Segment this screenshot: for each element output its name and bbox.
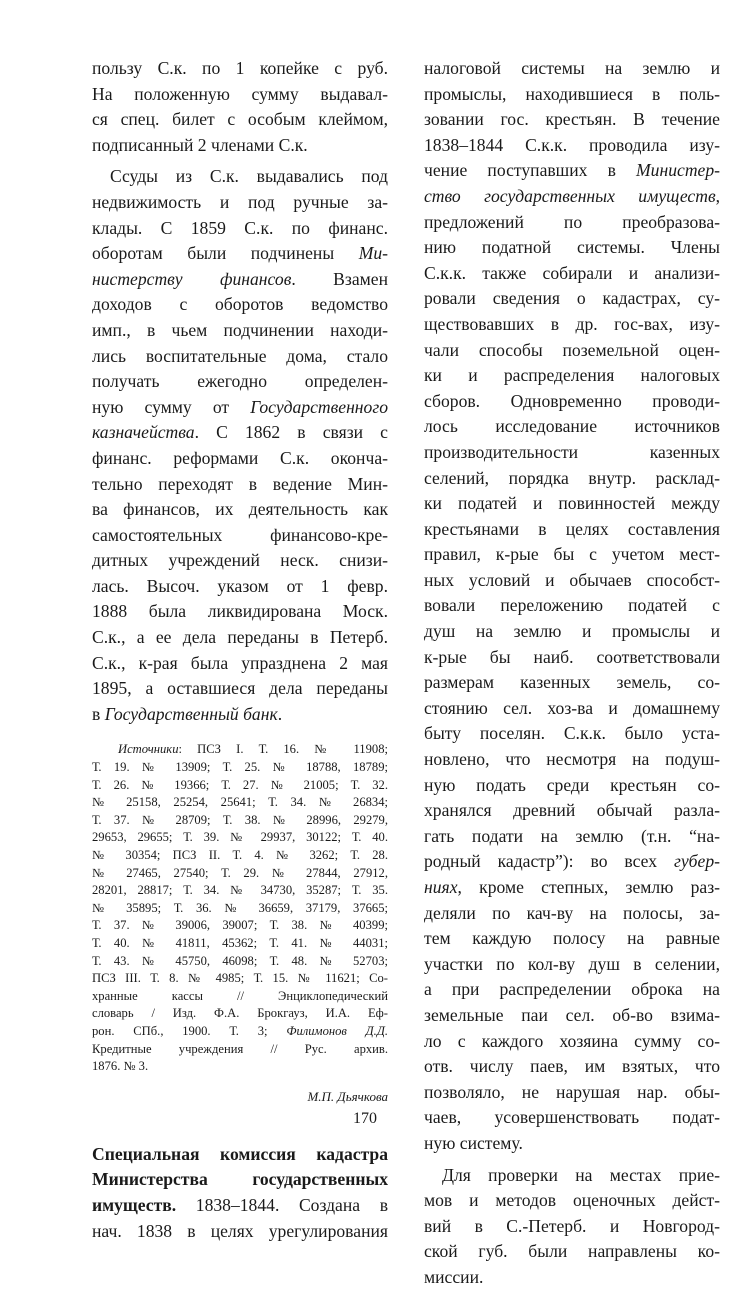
text-line: финанс. реформами С.к. оконча- xyxy=(92,447,388,468)
text-line: а при распределении оброка на xyxy=(424,979,720,1000)
text-line: ровали сведения о кадастрах, су- xyxy=(424,288,720,309)
text-line: ниях, кроме степных, землю раз- xyxy=(424,877,720,897)
text-line: правил, к-рые бы с учетом мест- xyxy=(424,544,720,565)
text-line: нию податной системы. Члены xyxy=(424,237,720,258)
italic-term: губер- xyxy=(674,851,720,872)
text-line: нистерству финансов. Взамен xyxy=(92,268,388,289)
text-line: имп., в чьем подчинении находи- xyxy=(92,319,388,340)
text-line: душ на землю и промыслы и xyxy=(424,621,720,642)
sources-line: № 30354; ПСЗ II. Т. 4. № 3262; Т. 28. xyxy=(92,848,388,862)
text-line: нач. 1838 в целях урегулирования xyxy=(92,1220,388,1241)
text-line: земельные паи сел. об-во взима- xyxy=(424,1004,720,1025)
italic-author: Филимонов Д.Д. xyxy=(286,1023,388,1038)
sources-line: 1876. № 3. xyxy=(92,1059,149,1074)
text-line: тем каждую полосу на равные xyxy=(424,928,720,949)
text-line: С.к., к-рая была упразднена 2 мая xyxy=(92,652,388,673)
article-title: имуществ. xyxy=(92,1194,177,1215)
sources-line: словарь / Изд. Ф.А. Брокгауз, И.А. Еф- xyxy=(92,1006,388,1021)
text-line: самостоятельных финансово-кре- xyxy=(92,524,388,545)
sources-block xyxy=(92,741,388,1075)
text-line: вий в С.-Петерб. и Новгород- xyxy=(424,1215,720,1236)
text-line: дитных учреждений неск. снизи- xyxy=(92,550,388,571)
right-column xyxy=(424,56,720,1291)
article-heading-block xyxy=(92,1142,388,1244)
text-line: лась. Высоч. указом от 1 февр. xyxy=(92,575,388,596)
text-line: быту поселян. С.к.к. было уста- xyxy=(424,723,720,744)
text-line: позволяло, не нарушая нар. обы- xyxy=(424,1081,720,1102)
text-line: ную подать среди крестьян со- xyxy=(424,774,720,795)
text-line: подписанный 2 членами С.к. xyxy=(92,134,308,155)
text-line: ную систему. xyxy=(424,1132,523,1153)
text-line: получать ежегодно определен- xyxy=(92,371,388,392)
paragraph xyxy=(424,1163,720,1291)
sources-line: Кредитные учреждения // Рус. архив. xyxy=(92,1041,388,1056)
text-line: ской губ. были направлены ко- xyxy=(424,1241,720,1262)
sources-line: Т. 43. № 45750, 46098; Т. 48. № 52703; xyxy=(92,953,388,968)
text-line: казначейства. С 1862 в связи с xyxy=(92,422,388,443)
sources-line: Т. 40. № 41811, 45362; Т. 41. № 44031; xyxy=(92,935,388,950)
text-line: размерам казенных земель, со- xyxy=(424,672,720,693)
text-line: мов и методов оценочных дейст- xyxy=(424,1190,720,1211)
text-line: Для проверки на местах прие- xyxy=(442,1164,720,1185)
text-line: Ссуды из С.к. выдавались под xyxy=(110,166,388,187)
italic-term: Министер- xyxy=(636,160,720,181)
sources-line: Источники: ПСЗ I. Т. 16. № 11908; xyxy=(118,742,388,757)
sources-label: Источники xyxy=(118,742,179,757)
text-line: ва финансов, их деятельность как xyxy=(92,499,388,520)
text-line: промыслы, находившиеся в поль- xyxy=(424,83,720,104)
text-line: чаев, усовершенствовать подат- xyxy=(424,1107,720,1128)
text-line: С.к.к. также собирали и анализи- xyxy=(424,262,720,283)
text-line: ки податей и повинностей между xyxy=(424,493,720,514)
article-title: Специальная комиссия кадастра xyxy=(92,1143,388,1164)
text-line: ство государственных имуществ, xyxy=(424,185,720,206)
sources-line: Т. 19. № 13909; Т. 25. № 18788, 18789; xyxy=(92,760,388,775)
text-line: чение поступавших в Министер- xyxy=(424,160,720,181)
italic-term: Ми- xyxy=(358,243,388,264)
text-line: новлено, что несмотря на подуш- xyxy=(424,749,720,770)
sources-line: ПСЗ III. Т. 8. № 4985; Т. 15. № 11621; Со- xyxy=(92,971,388,986)
text-line: вовали переложению податей с xyxy=(424,595,720,616)
paragraph xyxy=(424,56,720,1157)
sources-line: Т. 37. № 28709; Т. 38. № 28996, 29279, xyxy=(92,812,388,827)
text-line: налоговой системы на землю и xyxy=(424,58,720,78)
text-line: участки по кол-ву душ в селении, xyxy=(424,953,720,974)
paragraph xyxy=(92,56,388,158)
sources-line: № 25158, 25254, 25641; Т. 34. № 26834; xyxy=(92,795,388,810)
text-line: крестьянами в целях составления xyxy=(424,518,720,539)
text-line: производительности казенных xyxy=(424,441,720,462)
italic-term: казначейства xyxy=(92,422,195,443)
text-line: к-рые бы наиб. соответствовали xyxy=(424,646,720,667)
paragraph xyxy=(92,164,388,727)
sources-line: 28201, 28817; Т. 34. № 34730, 35287; Т. 35. xyxy=(92,883,388,898)
sources-line: хранные кассы // Энциклопедический xyxy=(92,988,388,1003)
text-line: сборов. Одновременно проводи- xyxy=(424,390,720,411)
text-line: стоянию сел. хоз-ва и домашнему xyxy=(424,697,720,718)
text-line: На положенную сумму выдавал- xyxy=(92,83,388,104)
page-number: 170 xyxy=(353,1110,377,1127)
text-line: ных условий и обычаев способст- xyxy=(424,569,720,590)
sources-line: Т. 37. № 39006, 39007; Т. 38. № 40399; xyxy=(92,918,388,933)
article-author: М.П. Дьячкова xyxy=(307,1088,388,1104)
text-line xyxy=(92,1142,388,1168)
sources-line: № 35895; Т. 36. № 36659, 37179, 37665; xyxy=(92,900,388,915)
text-line: лось исследование источников xyxy=(424,416,720,437)
text-line: ную сумму от Государственного xyxy=(92,396,388,417)
italic-term: Государственный банк xyxy=(104,703,278,724)
article-title: Министерства государственных xyxy=(92,1169,388,1190)
text-line: зовании гос. крестьян. В течение xyxy=(424,109,720,130)
text-line: родный кадастр”): во всех губер- xyxy=(424,851,720,872)
text-line: хранялся древний обычай разла- xyxy=(424,800,720,821)
text-line xyxy=(92,1167,388,1193)
text-line: имуществ. 1838–1844. Создана в xyxy=(92,1194,388,1215)
text-line: ществовавших в др. гос-вах, изу- xyxy=(424,313,720,334)
text-line: тельно переходят в ведение Мин- xyxy=(92,473,388,494)
text-line: ло с каждого хозяина сумму со- xyxy=(424,1030,720,1051)
sources-line: 29653, 29655; Т. 39. № 29937, 30122; Т. 40. xyxy=(92,830,388,845)
text-line: миссии. xyxy=(424,1266,484,1287)
text-line: ся спец. билет с особым клеймом, xyxy=(92,109,388,130)
text-line: лись воспитательные дома, стало xyxy=(92,345,388,366)
text-line: клады. С 1859 С.к. по финанс. xyxy=(92,217,388,238)
text-line: ки и распределения налоговых xyxy=(424,365,720,386)
italic-term: ство государственных имуществ xyxy=(424,185,716,206)
text-line: С.к., а ее дела переданы в Петерб. xyxy=(92,627,388,648)
sources-line: № 27465, 27540; Т. 29. № 27844, 27912, xyxy=(92,865,388,880)
italic-term: ниях xyxy=(424,877,458,897)
text-line: отв. числу паев, им взятых, что xyxy=(424,1056,720,1077)
italic-term: нистерству финансов xyxy=(92,268,292,289)
text-line: пользу С.к. по 1 копейке с руб. xyxy=(92,58,388,78)
text-line: недвижимость и под ручные за- xyxy=(92,191,388,212)
italic-term: Государственного xyxy=(250,396,388,417)
text-line: деляли по кач-ву на полосы, за- xyxy=(424,902,720,923)
text-line: селений, порядка внутр. расклад- xyxy=(424,467,720,488)
text-line: 1895, а оставшиеся дела переданы xyxy=(92,678,388,699)
text-line: гать подати на землю (т.н. “на- xyxy=(424,825,720,846)
sources-line: рон. СПб., 1900. Т. 3; Филимонов Д.Д. xyxy=(92,1023,388,1038)
left-column xyxy=(92,56,388,1244)
text-line: 1838–1844 С.к.к. проводила изу- xyxy=(424,134,720,155)
text-line: чали способы поземельной оцен- xyxy=(424,339,720,360)
sources-line: Т. 26. № 19366; Т. 27. № 21005; Т. 32. xyxy=(92,777,388,792)
text-line: оборотам были подчинены Ми- xyxy=(92,243,388,264)
text-line: доходов с оборотов ведомство xyxy=(92,294,388,315)
text-line: в Государственный банк. xyxy=(92,703,283,724)
text-line: 1888 была ликвидирована Моск. xyxy=(92,601,388,622)
text-line: предложений по преобразова- xyxy=(424,211,720,232)
